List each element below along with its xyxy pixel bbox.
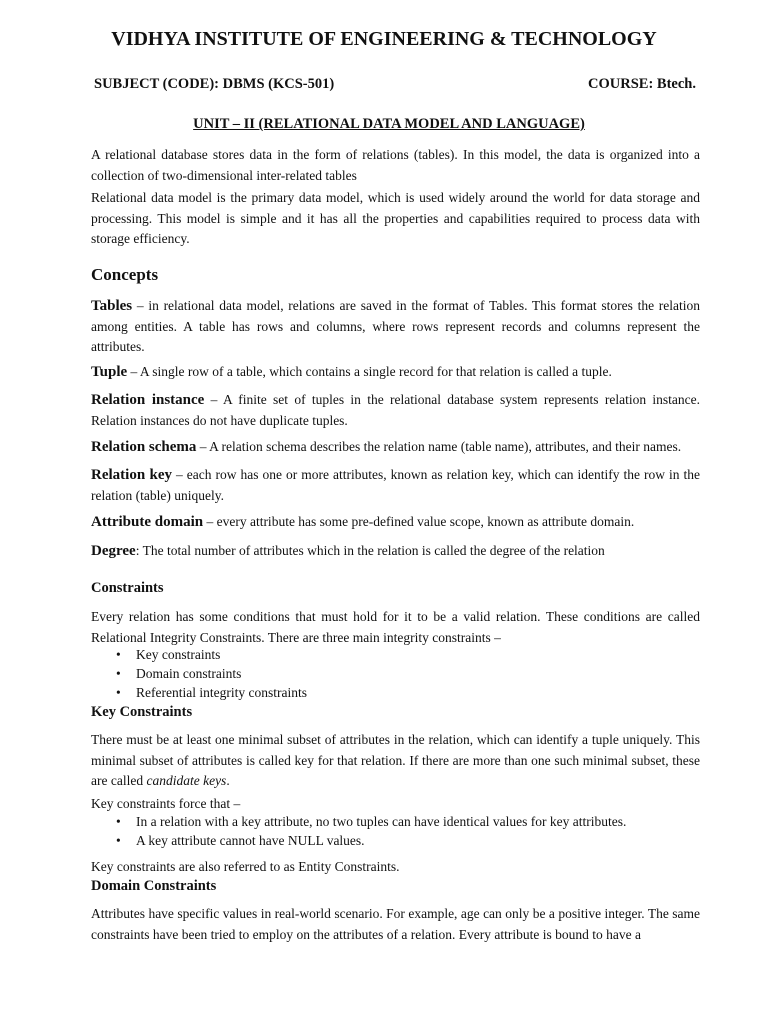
concept-term: Relation key (91, 467, 173, 483)
key-constraints-paragraph (91, 730, 700, 792)
unit-title: UNIT – II (RELATIONAL DATA MODEL AND LANGUAGE) (193, 116, 585, 132)
concept-text: every attribute has some pre-defined value scope, known as attribute domain. (216, 514, 635, 529)
candidate-keys-term: candidate keys (146, 773, 227, 788)
concept-tables (91, 296, 700, 358)
concept-term: Degree (91, 543, 136, 559)
intro-paragraph-1: A relational database stores data in the form of relations (tables). In this model, the data is organized into a collection of two-dimensional inter-related tables (91, 147, 700, 183)
list-item: • Referential integrity constraints (91, 683, 700, 702)
list-item: • Domain constraints (91, 664, 700, 683)
concept-text: The total number of attributes which in the relation is called the degree of the relation (142, 543, 605, 558)
concept-text: A relation schema describes the relation name (table name), attributes, and their names. (209, 439, 682, 454)
concept-relation-schema (91, 437, 700, 458)
concept-separator: – (204, 392, 223, 407)
course-label: COURSE: Btech. (588, 76, 696, 92)
subject-code: SUBJECT (CODE): DBMS (KCS-501) (94, 76, 335, 92)
concept-tuple (91, 362, 700, 383)
concept-separator: – (196, 439, 210, 454)
list-item: • Key constraints (91, 645, 700, 664)
domain-constraints-heading: Domain Constraints (91, 878, 217, 894)
concept-term: Tables (91, 298, 133, 314)
constraints-paragraph: Every relation has some conditions that must hold for it to be a valid relation. These conditions are called Relational Integrity Constraints. There are three main integrity constraints – (91, 609, 700, 645)
concept-separator: – (172, 467, 187, 482)
concept-term: Relation schema (91, 439, 197, 455)
key-constraints-text-end: . (226, 773, 230, 788)
constraints-heading: Constraints (91, 580, 164, 596)
list-item: • A key attribute cannot have NULL values. (91, 831, 700, 850)
key-constraints-text: There must be at least one minimal subset of attributes in the relation, which can identify a tuple uniquely. This minimal subset of attributes is called key for that relation. If there are more than one such minimal subset, these are called (91, 732, 700, 788)
concept-text: A finite set of tuples in the relational database system represents relation instance. Relation instances do not have duplicate tuples. (91, 392, 700, 428)
concept-term: Tuple (91, 364, 128, 380)
concept-degree (91, 541, 700, 562)
concepts-heading: Concepts (91, 265, 159, 284)
concept-separator: – (203, 514, 217, 529)
concept-separator: – (127, 364, 140, 379)
key-constraints-heading: Key Constraints (91, 704, 193, 720)
concept-text: A single row of a table, which contains a single record for that relation is called a tuple. (139, 364, 612, 379)
concept-relation-instance (91, 390, 700, 431)
domain-constraints-paragraph: Attributes have specific values in real-world scenario. For example, age can only be a positive integer. The same constraints have been tried to employ on the attributes of a relation. Every attribute is bound to have a (91, 906, 700, 942)
constraints-list (91, 645, 700, 702)
list-item: • In a relation with a key attribute, no two tuples can have identical values for key attributes. (91, 812, 700, 831)
concept-text: each row has one or more attributes, known as relation key, which can identify the row in the relation (table) uniquely. (91, 467, 701, 503)
key-constraints-note: Key constraints are also referred to as Entity Constraints. (91, 859, 400, 874)
concept-text: in relational data model, relations are saved in the format of Tables. This format stores the relation among entities. A table has rows and columns, where rows represent records and columns represent the attributes. (91, 298, 701, 354)
key-constraints-force-intro: Key constraints force that – (91, 796, 241, 811)
concept-separator: : (135, 543, 143, 558)
institute-title: VIDHYA INSTITUTE OF ENGINEERING & TECHNOLOGY (111, 28, 657, 50)
concept-separator: – (132, 298, 149, 313)
intro-paragraph-2: Relational data model is the primary data model, which is used widely around the world for data storage and processing. This model is simple and it has all the properties and capabilities required to process data with storage efficiency. (91, 190, 700, 246)
concept-attribute-domain (91, 512, 700, 533)
concept-relation-key (91, 465, 700, 506)
concept-term: Attribute domain (91, 514, 204, 530)
key-constraints-list (91, 812, 700, 850)
concept-term: Relation instance (91, 392, 205, 408)
